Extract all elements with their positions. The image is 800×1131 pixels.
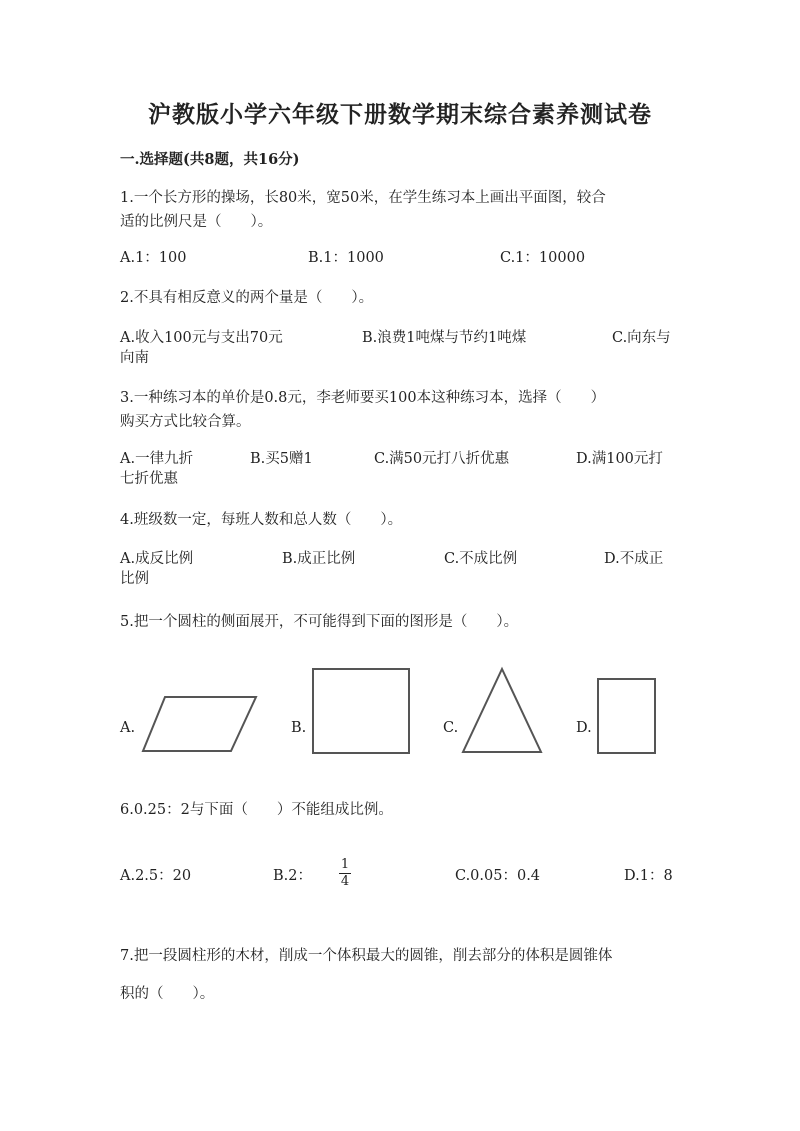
- fraction-denominator: 4: [340, 874, 350, 889]
- q2-option-c: C.向东与: [612, 330, 671, 346]
- q3-option-c: C.满50元打八折优惠: [374, 451, 510, 467]
- q6-option-a: A.2.5：20: [120, 868, 192, 884]
- triangle-figure: [459, 666, 545, 756]
- question-6: 6.0.25：2与下面（ ）不能组成比例。: [120, 802, 393, 818]
- q2-option-a: A.收入100元与支出70元: [120, 330, 283, 346]
- q3-option-d: D.满100元打: [576, 451, 663, 467]
- q1-option-c: C.1：10000: [500, 250, 586, 266]
- question-1: [120, 186, 606, 234]
- question-1-line-2: 适的比例尺是（ ）。: [120, 214, 273, 230]
- q3-option-a: A.一律九折: [120, 451, 194, 467]
- page-title: 沪教版小学六年级下册数学期末综合素养测试卷: [148, 101, 652, 128]
- q4-option-b: B.成正比例: [282, 551, 356, 567]
- rectangle-figure-d: [595, 676, 659, 756]
- question-5: 5.把一个圆柱的侧面展开，不可能得到下面的图形是（ ）。: [120, 614, 519, 630]
- question-7-line-2: 积的（ ）。: [120, 986, 215, 1002]
- section-heading: 一.选择题(共8题，共16分): [120, 151, 300, 168]
- parallelogram-figure: [140, 694, 260, 754]
- q6-option-b: B.2：: [273, 868, 312, 884]
- question-3: [120, 386, 605, 434]
- q3-option-b: B.买5赠1: [250, 451, 313, 467]
- fraction-numerator: 1: [340, 857, 350, 872]
- question-2: 2.不具有相反意义的两个量是（ ）。: [120, 290, 374, 306]
- question-3-line-1: 3.一种练习本的单价是0.8元，李老师要买100本这种练习本，选择（ ）: [120, 390, 606, 406]
- question-1-line-1: 1.一个长方形的操场，长80米，宽50米，在学生练习本上画出平面图，较合: [120, 190, 606, 206]
- question-4: 4.班级数一定，每班人数和总人数（ ）。: [120, 512, 403, 528]
- q5-label-a: A.: [120, 720, 136, 736]
- q5-label-c: C.: [443, 720, 459, 736]
- q1-option-b: B.1：1000: [308, 250, 384, 266]
- question-7-line-1: 7.把一段圆柱形的木材，削成一个体积最大的圆锥，削去部分的体积是圆锥体: [120, 948, 613, 964]
- q4-option-c: C.不成比例: [444, 551, 518, 567]
- q6-option-c: C.0.05：0.4: [455, 868, 541, 884]
- q6-option-d: D.1：8: [624, 868, 673, 884]
- q2-option-wrap: 向南: [120, 350, 149, 366]
- q1-option-a: A.1：100: [120, 250, 187, 266]
- rectangle-figure-b: [310, 666, 412, 756]
- q6-option-b-fraction: [339, 858, 351, 889]
- q5-label-b: B.: [291, 720, 307, 736]
- q3-option-wrap: 七折优惠: [120, 471, 178, 487]
- q4-option-d: D.不成正: [604, 551, 664, 567]
- q4-option-wrap: 比例: [120, 571, 149, 587]
- question-3-line-2: 购买方式比较合算。: [120, 414, 251, 430]
- q4-option-a: A.成反比例: [120, 551, 194, 567]
- q2-option-b: B.浪费1吨煤与节约1吨煤: [362, 330, 527, 346]
- q5-label-d: D.: [576, 720, 592, 736]
